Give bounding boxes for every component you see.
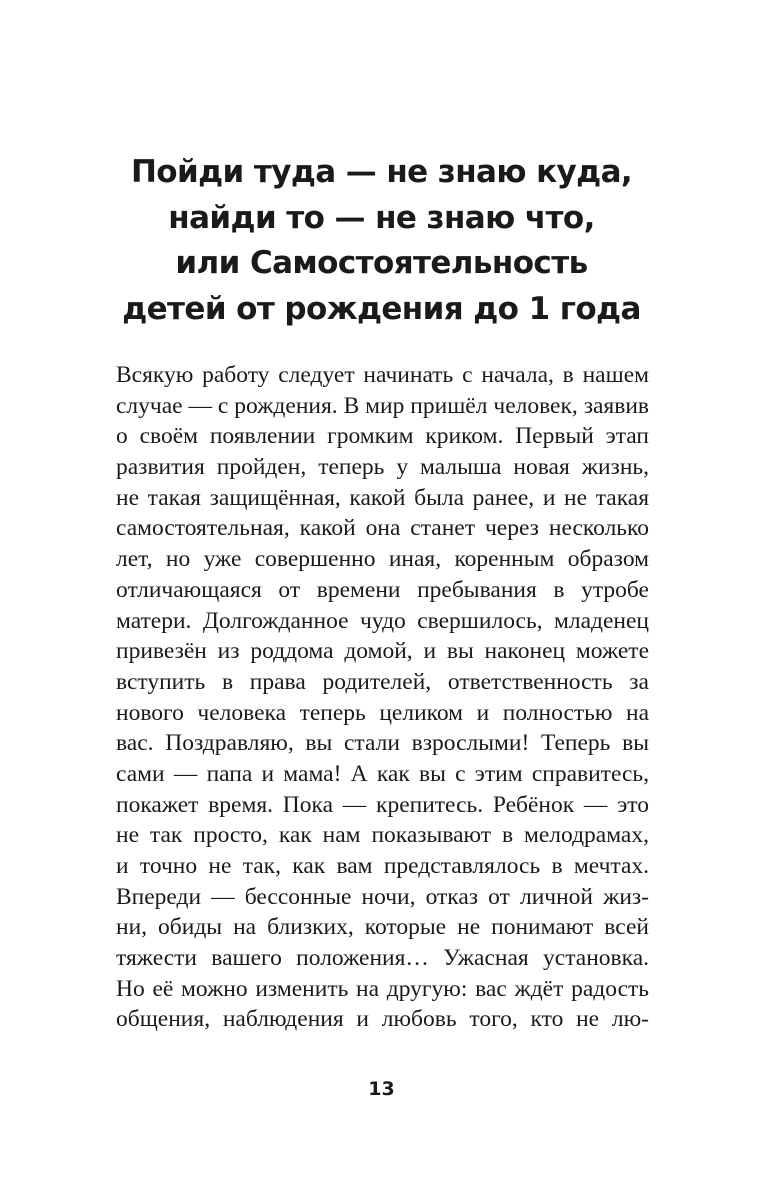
text-line: отличающаяся от времени пребывания в утробе (116, 576, 649, 603)
text-line: вступить в права родителей, ответственность за (116, 668, 649, 695)
text-line: и точно не так, как вам представлялось в мечтах. (116, 853, 649, 879)
text-line: привезён из роддома домой, и вы наконец можете (116, 638, 649, 665)
body-paragraph (116, 360, 649, 1035)
text-line: нового человека теперь целиком и полностью на (116, 699, 649, 726)
chapter-title-line: найди то — не знаю что, (168, 199, 595, 236)
text-line: не такая защищённая, какой была ранее, и не такая (116, 484, 649, 511)
chapter-title (80, 150, 683, 332)
text-line: матери. Долгожданное чудо свершилось, младенец (116, 607, 649, 634)
text-line: общения, наблюдения и любовь того, кто не лю- (116, 1006, 649, 1033)
text-line: покажет время. Пока — крепитесь. Ребёнок — это (116, 791, 649, 818)
text-line: не так просто, как нам показывают в мелодрамах, (116, 822, 649, 849)
page-number: 13 (368, 1078, 395, 1100)
chapter-title-line: или Самостоятельность (175, 245, 588, 281)
text-line: о своём появлении громким криком. Первый этап (116, 423, 649, 450)
text-line: сами — папа и мама! А как вы с этим справитесь, (116, 760, 649, 787)
text-line: ни, обиды на близких, которые не понимают всей (116, 914, 649, 941)
text-line: тяжести вашего положения… Ужасная установка. (116, 945, 649, 972)
text-line: вас. Поздравляю, вы стали взрослыми! Теперь вы (116, 730, 649, 757)
chapter-title-line: детей от рождения до 1 года (122, 290, 641, 327)
text-line: Всякую работу следует начинать с начала, в нашем (116, 362, 649, 388)
chapter-title-line: Пойди туда — не знаю куда, (130, 154, 633, 190)
text-line: Впереди — бессонные ночи, отказ от личной жиз- (116, 883, 649, 910)
text-line: самостоятельная, какой она станет через несколько (116, 515, 649, 542)
text-line: лет, но уже совершенно иная, коренным образом (116, 546, 649, 573)
text-line: случае — с рождения. В мир пришёл человек, заявив (116, 392, 649, 419)
text-line: развития пройден, теперь у малыша новая жизнь, (116, 454, 649, 481)
text-line: Но её можно изменить на другую: вас ждёт радость (116, 975, 649, 1002)
